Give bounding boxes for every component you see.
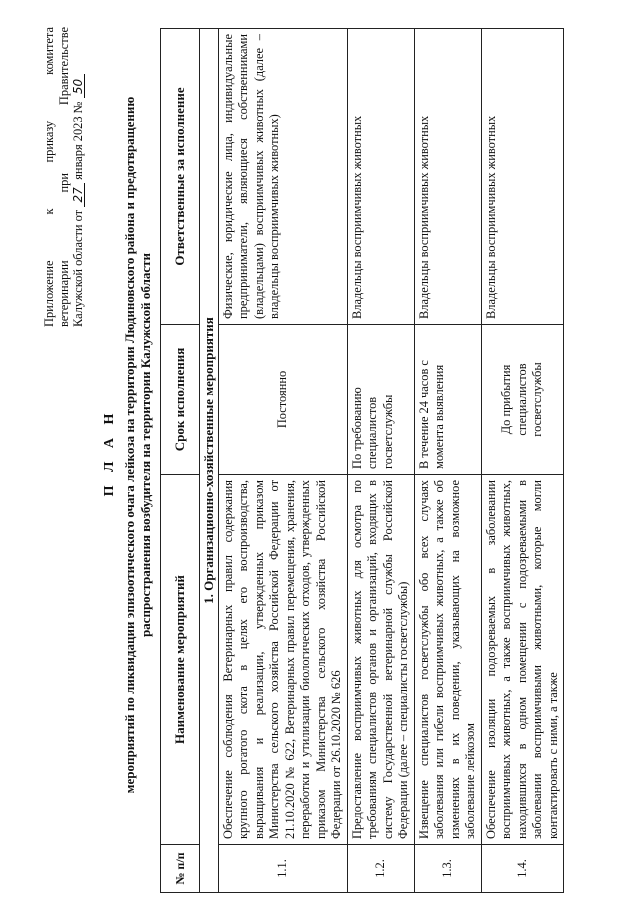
row-name: Извещение специалистов госветслужбы обо всех случаях заболевания или гибели восприимчивых животных, а также об изменениях в их поведении, указывающих на возможное заболевание лейкозом <box>414 475 481 845</box>
table-row <box>347 29 414 893</box>
row-term: Постоянно <box>218 325 347 475</box>
table-header-row <box>161 29 200 893</box>
appendix-line-1: Приложение к приказу комитета <box>42 27 56 327</box>
plan-subtitle: мероприятий по ликвидации эпизоотического очага лейкоза на территории Людиновского района и предотвращению распространения возбудителя на территории Калужской области <box>122 96 153 794</box>
row-num: 1.1. <box>218 845 347 893</box>
handwritten-number: 50 <box>72 74 85 98</box>
appendix-date-prefix: Калужской области от <box>71 206 85 327</box>
row-term: До прибытия специалистов госветслужбы <box>481 325 564 475</box>
appendix-line-3 <box>71 27 86 327</box>
row-name: Обеспечение изоляции подозреваемых в заболевании восприимчивых животных, а также восприимчивых животных, находившихся в одном помещении с подозреваемыми в заболевании восприимчивыми животными, которые могли контактировать с ними, а также <box>481 475 564 845</box>
row-resp: Владельцы восприимчивых животных <box>414 29 481 325</box>
section-row <box>200 29 219 893</box>
appendix-line-2: ветеринарии при Правительстве <box>56 27 71 327</box>
handwritten-day: 27 <box>72 183 85 207</box>
appendix-date-middle: января 2023 № <box>71 98 85 183</box>
row-resp: Владельцы восприимчивых животных <box>347 29 414 325</box>
appendix-block <box>42 27 86 327</box>
row-name: Предоставление восприимчивых животных для осмотра по требованиям специалистов органов и организаций, входящих в систему Государственной ветеринарной службы Российской Федерации (далее – специалисты госветслужбы) <box>347 475 414 845</box>
section-title: 1. Организационно-хозяйственные мероприятия <box>200 29 219 893</box>
row-term: По требованию специалистов госветслужбы <box>347 325 414 475</box>
plan-title: П Л А Н <box>102 408 117 497</box>
row-resp: Физические, юридические лица, индивидуальные предприниматели, являющиеся собственниками (владельцами) восприимчивых животных (далее – владельцы восприимчивых животных) <box>218 29 347 325</box>
table-row <box>414 29 481 893</box>
row-resp: Владельцы восприимчивых животных <box>481 29 564 325</box>
row-num: 1.4. <box>481 845 564 893</box>
header-name: Наименование мероприятий <box>161 475 200 845</box>
header-resp: Ответственные за исполнение <box>161 29 200 325</box>
row-term: В течение 24 часов с момента выявления <box>414 325 481 475</box>
header-num: № п/п <box>161 845 200 893</box>
row-num: 1.2. <box>347 845 414 893</box>
row-num: 1.3. <box>414 845 481 893</box>
row-name: Обеспечение соблюдения Ветеринарных правил содержания крупного рогатого скота в целях его воспроизводства, выращивания и реализации, утвержденных приказом Министерства сельского хозяйства Российской Федерации от 21.10.2020 № 622, Ветеринарных правил перемещения, хранения, переработки и утилизации биологических отходов, утвержденных приказом Министерства сельского хозяйства Российской Федерации от 26.10.2020 № 626 <box>218 475 347 845</box>
table-row <box>481 29 564 893</box>
table-row <box>218 29 347 893</box>
measures-table <box>160 28 564 893</box>
header-term: Срок исполнения <box>161 325 200 475</box>
